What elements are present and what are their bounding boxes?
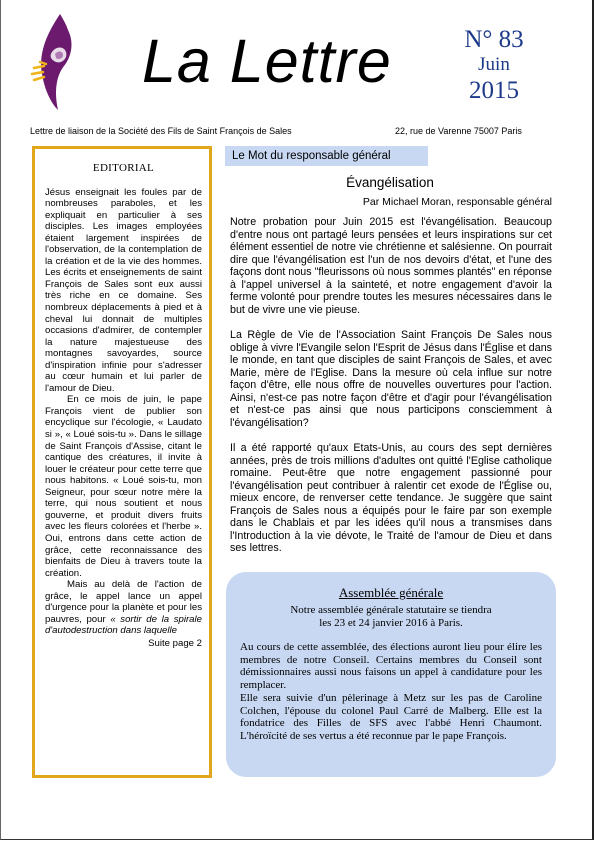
article-paragraph: Notre probation pour Juin 2015 est l'évangélisation. Beaucoup d'entre nous ont partagé leurs pensées et leurs inspirations sur cet élément essentiel de notre vie chrétienne et salésienne. On pourrait dire que l'évangélisation est l'un de nos devoirs d'état, et l'une des façons dont nous "fleurissons où nous sommes plantés" en réponse à l'appel universel à la sainteté, et notre engagement d'avoir la ferme volonté pour prendre toutes les mesures nécessaires dans le but de vivre une vie pieuse. <box>230 216 552 316</box>
article-paragraph: La Règle de Vie de l'Association Saint François De Sales nous oblige à vivre l'Evangile selon l'Esprit de Jésus dans l'Église et dans le monde, en tant que disciples de saint François de Sales, et avec Marie, mère de l'Eglise. Dans la mesure où cela influe sur notre façon d'être, elle nous offre de nouvelles ouvertures pour l'action. Ainsi, n'est-ce pas notre façon d'être et d'agir pour l'évangélisation et n'est-ce pas ainsi que nous participons consciemment à l'évangélisation? <box>230 329 552 429</box>
issue-block <box>452 26 536 105</box>
editorial-paragraph-2: En ce mois de juin, le pape François vient de publier son encyclique sur l'écologie, « Laudato si », « Loué sois-tu ». Dans le sillage de Saint François d'Assise, citant le cantique des créatures, il invite à louer le créateur pour cette terre que nous habitons. « Loué sois-tu, mon Seigneur, pour sœur notre mère la terre, qui nous soutient et nous gouverne, et produit divers fruits avec les fleurs colorées et l'herbe ». Oui, entrons dans cette action de grâce, cette reconnaissance des bienfaits de Dieu à travers toute la création. <box>45 394 202 579</box>
society-address: 22, rue de Varenne 75007 Paris <box>395 126 522 136</box>
assemblee-paragraph: Au cours de cette assemblée, des élections auront lieu pour élire les membres de notre Conseil. Certains membres du Conseil sont démissionnaires aussi nous faisons un appel à candidature pour les remplacer. <box>240 641 542 692</box>
article-body <box>230 216 552 568</box>
assemblee-intro-line: Notre assemblée générale statutaire se tiendra <box>290 604 492 616</box>
issue-month: Juin <box>478 54 510 75</box>
editorial-quote: « sortir de la spirale d'autodestruction dans laquelle <box>45 613 202 637</box>
assemblee-intro-line: les 23 et 24 janvier 2016 à Paris. <box>319 617 463 629</box>
newsletter-subtitle: Lettre de liaison de la Société des Fils de Saint François de Sales <box>30 126 292 136</box>
article-byline: Par Michael Moran, responsable général <box>362 196 552 208</box>
assemblee-heading: Assemblée générale <box>338 585 444 600</box>
issue-year: 2015 <box>469 77 519 104</box>
assemblee-box <box>226 572 556 777</box>
editorial-paragraph-3-text: Mais au delà de l'action de grâce, le appel lance un appel d'urgence pour la planète et pour les pauvres, pour <box>45 579 202 625</box>
editorial-paragraph-3 <box>45 579 202 637</box>
section-label: Le Mot du responsable général <box>225 146 428 166</box>
continued-link[interactable]: Suite page 2 <box>148 637 202 649</box>
assemblee-intro <box>240 604 542 630</box>
flame-logo-icon <box>30 12 80 112</box>
assemblee-paragraph: Elle sera suivie d'un pèlerinage à Metz sur les pas de Caroline Colchen, l'épouse du colonel Paul Carré de Malberg. Elle est la fondatrice des Filles de SFS avec l'abbé Henri Chaumont. L'héroïcité de ses vertus a été reconnue par le pape François. <box>240 691 542 742</box>
editorial-heading: EDITORIAL <box>92 162 155 174</box>
editorial-paragraph-1: Jésus enseignait les foules par de nombreuses paraboles, et les expliquait en particulier à ses disciples. Les images employées étaient largement inspirées de l'observation, de la contemplation de la création et de la vie des hommes. Les écrits et enseignements de saint François de Sales sont eux aussi très riche en ce domaine. Ses nombreux déplacements à pied et à cheval lui donnait de multiples occasions d'admirer, de contempler la nature majestueuse des montagnes savoyardes, source d'inspiration infinie pour s'adresser au cœur humain et lui parler de l'amour de Dieu. <box>45 186 202 394</box>
issue-number: N° 83 <box>464 26 524 53</box>
editorial-box <box>32 146 212 778</box>
article-title: Évangélisation <box>346 175 434 190</box>
article-paragraph: Il a été rapporté qu'aux Etats-Unis, au cours des sept dernières années, près de trois millions d'adultes ont quitté l'Eglise catholique romaine. Peut-être que notre engagement passionné pour l'évangélisation peut contribuer à ralentir cet exode de l'Église ou, mieux encore, de renverser cette tendance. Je suggère que saint François de Sales nous a équipés pour le faire par son exemple dans le Chablais et par les idées qu'il nous a transmises dans l'Introduction à la vie dévote, le Traité de l'amour de Dieu et dans ses lettres. <box>230 442 552 554</box>
newsletter-title: La Lettre <box>142 27 392 95</box>
